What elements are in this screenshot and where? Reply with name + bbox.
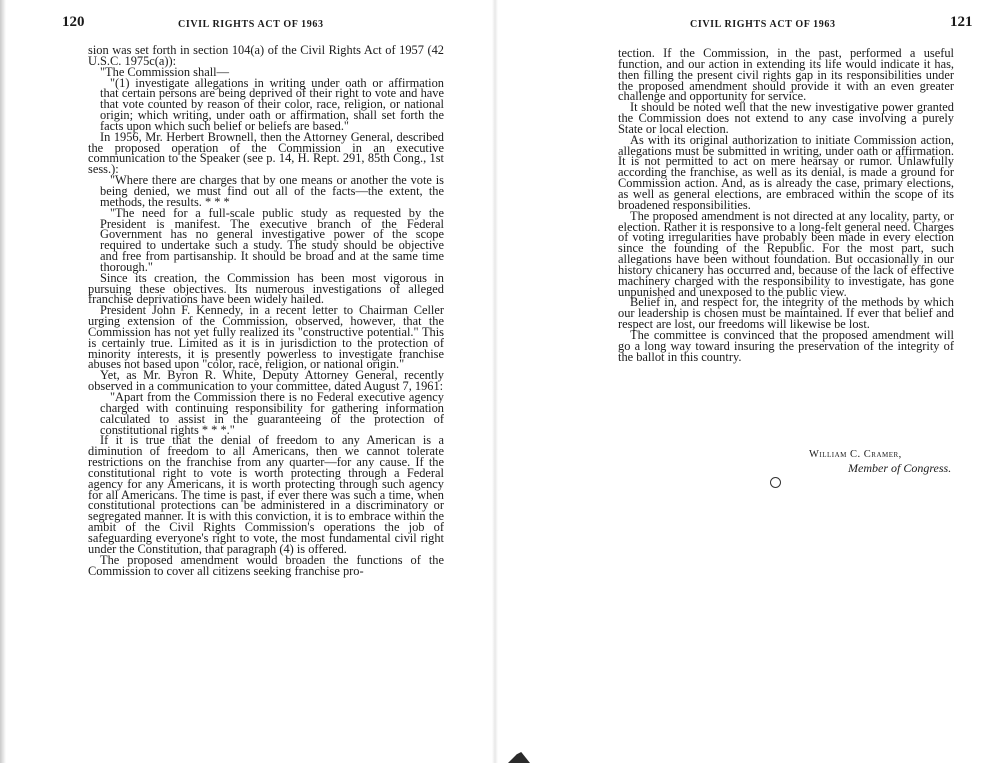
right-page: [495, 0, 990, 763]
paragraph: Yet, as Mr. Byron R. White, Deputy Attorney General, recently observed in a communication to your committee, dated August 7, 1961:: [88, 368, 444, 394]
running-head: CIVIL RIGHTS ACT OF 1963: [178, 19, 324, 30]
paragraph: Belief in, and respect for, the integrity of the methods by which our leadership is chosen must be maintained. If ever that belief and respect are lost, our freedoms will likewise be lost.: [618, 295, 954, 332]
signature-title: Member of Congress.: [848, 461, 952, 475]
quoted-paragraph: "Apart from the Commission there is no Federal executive agency charged with continuing responsibility for gathering information calculated to assist in the guaranteeing of the protection of constitutional rights * * *.": [100, 390, 444, 437]
right-page-body: [618, 48, 954, 362]
paragraph: sion was set forth in section 104(a) of the Civil Rights Act of 1957 (42 U.S.C. 1975c(a)):: [88, 43, 444, 68]
quoted-paragraph: "Where there are charges that by one means or another the vote is being denied, we must find out all of the facts—the extent, the methods, the results. * * *: [100, 173, 444, 209]
punch-hole-mark: [770, 477, 781, 488]
paragraph: Since its creation, the Commission has been most vigorous in pursuing these objectives. Its numerous investigations of alleged franchise deprivations have been widely hailed.: [88, 270, 444, 307]
paragraph: It should be noted well that the new investigative power granted the Commission does not extend to any case involving a purely State or local election.: [618, 100, 954, 136]
page-number: 120: [62, 14, 85, 30]
paragraph: The proposed amendment is not directed at any locality, party, or election. Rather it is responsive to a long-felt general need. Charges of voting irregularities have probably been made in every election since the founding of the Republic. For the most part, such allegations have been without foundation. But occasionally in our history chicanery has occurred and, because of the lack of effective machinery charged with the responsibility to investigate, has gone unpunished and unexposed to the public view.: [618, 208, 954, 299]
left-page-body: [88, 45, 444, 576]
quoted-paragraph: "The need for a full-scale public study as requested by the President is manifest. The executive branch of the Federal Government has no general investigative power of the scope required to undertake such a study. The study should be objective and free from partisanship. It should be broad and at the same time thorough.": [100, 205, 444, 274]
quoted-paragraph: "(1) investigate allegations in writing under oath or affirmation that certain persons are being deprived of their right to vote and have that vote counted by reason of their color, race, religion, or national origin; which writing, under oath or affirmation, shall set forth the facts upon which such belief or beliefs are based.": [100, 75, 444, 133]
paragraph: The proposed amendment would broaden the functions of the Commission to cover all citizens seeking franchise pro-: [88, 552, 444, 578]
paragraph: "The Commission shall—: [100, 64, 229, 79]
paragraph: As with its original authorization to initiate Commission action, allegations must be submitted in writing, under oath or affirmation. It is not permitted to act on mere hearsay or rumor. Unlawfully according the franchise, as well as its denial, is made a ground for Commission action. And, as is already the case, primary elections, as well as general elections, are embraced within the scope of its broadened responsibilities.: [618, 132, 954, 212]
signature-name: William C. Cramer,: [809, 449, 902, 460]
paragraph: President John F. Kennedy, in a recent letter to Chairman Celler urging extension of the Commission, observed, however, that the Commission has not yet fully realized its "constructive potential." This is certainly true. Limited as it is in jurisdiction to the protection of minority interests, it is presently powerless to investigate franchise abuses not based upon "color, race, religion, or national origin.": [88, 303, 444, 372]
paragraph: If it is true that the denial of freedom to any American is a diminution of freedom to all Americans, then we cannot tolerate restrictions on the franchise from any quarter—for any cause. If the constitutional right to vote is worth protecting through a Federal agency for any Americans, it is worth protecting through such agency for all Americans. The time is past, if ever there was such a time, when constitutional protections can be administered in a discriminatory or segregated manner. It is with this conviction, it is to embrace within the ambit of the Civil Rights Commission's operations the job of safeguarding everyone's right to vote, the most fundamental civil right under the Constitution, that paragraph (4) is offered.: [88, 433, 444, 556]
running-head: CIVIL RIGHTS ACT OF 1963: [690, 19, 836, 30]
page-number: 121: [950, 14, 973, 30]
paragraph: In 1956, Mr. Herbert Brownell, then the Attorney General, described the proposed operation of the Commission in an executive communication to the Speaker (see p. 14, H. Rept. 291, 85th Cong., 1st sess.):: [88, 129, 444, 177]
paragraph: tection. If the Commission, in the past, performed a useful function, and our action in extending its life would indicate it has, then filling the present civil rights gap in its responsibilities under the proposed amendment should provide it with an even greater challenge and opportunity for service.: [618, 46, 954, 104]
paragraph: The committee is convinced that the proposed amendment will go a long way toward insuring the preservation of the integrity of the ballot in this country.: [618, 327, 954, 364]
